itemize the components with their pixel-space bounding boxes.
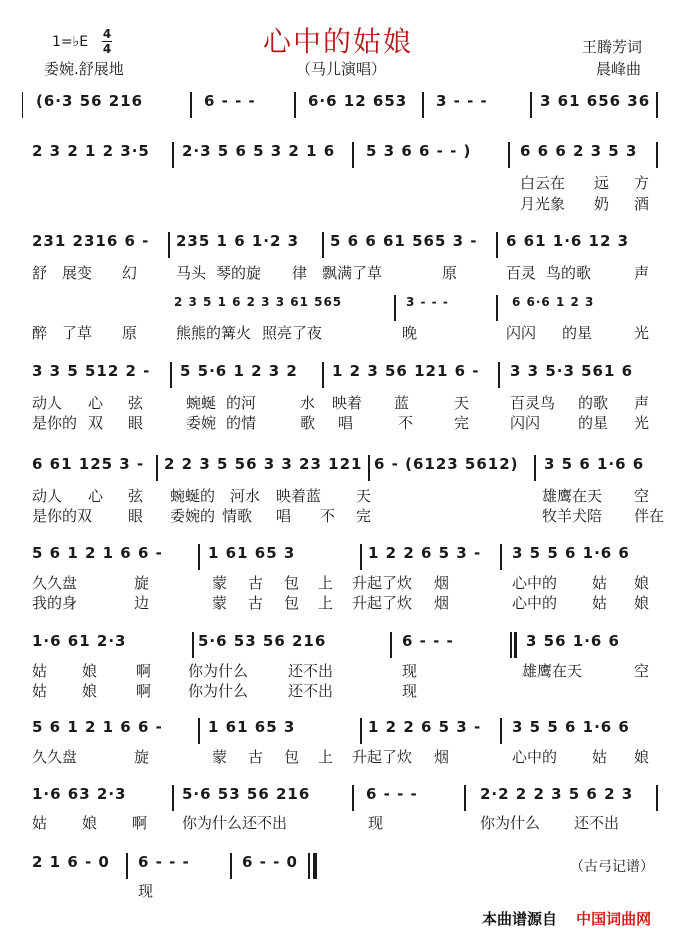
lyric-word: 月光象 (520, 195, 566, 213)
lyric-word: 上 (318, 594, 334, 612)
lyric-word: 闪闪 (510, 414, 541, 432)
barline (500, 718, 502, 744)
lyric-word: 委婉的 (170, 507, 216, 525)
measure: 235 1 6 1·2 3 (176, 232, 300, 250)
measure: 6 - - - (138, 853, 190, 871)
lyric-word: 啊 (136, 682, 152, 700)
measure: 1 61 65 3 (208, 544, 296, 562)
barline (496, 232, 498, 258)
lyric-word: 不 (398, 414, 414, 432)
barline (422, 92, 424, 118)
measure: 6 - - - (204, 92, 256, 110)
key-label: 1=♭E (52, 34, 89, 50)
lyric-word: 眼 (128, 507, 144, 525)
lyric-word: 声 (634, 394, 650, 412)
lyric-word: 旋 (134, 574, 150, 592)
lyric-line-9 (22, 746, 667, 766)
measure: 5 3 6 6 - - ) (366, 142, 472, 160)
tempo-marking: 委婉.舒展地 (44, 60, 124, 78)
lyric-word: 升起了炊 (352, 574, 413, 592)
barline (368, 455, 370, 481)
barline (534, 455, 536, 481)
lyric-word: 还不出 (288, 682, 334, 700)
lyric-word: 雄鹰在天 (542, 487, 603, 505)
measure: 6 6 6 2 3 5 3 (520, 142, 638, 160)
lyric-word: 姑 (32, 682, 48, 700)
lyric-word: 河水 (230, 487, 261, 505)
transcriber-credit: （古弓记谱） (570, 859, 654, 875)
notation-row-6 (22, 455, 667, 481)
lyric-word: 委婉 (186, 414, 217, 432)
measure: 6 - - - (366, 785, 418, 803)
lyric-word: 心 (88, 394, 104, 412)
measure: 1 61 65 3 (208, 718, 296, 736)
lyric-word: 原 (122, 324, 138, 342)
source-footer (482, 908, 651, 929)
lyric-word: 奶 (594, 195, 610, 213)
measure: 3 3 5·3 561 6 (510, 362, 634, 380)
lyric-word: 百灵 (506, 264, 537, 282)
lyric-word: 上 (318, 748, 334, 766)
lyric-word: 姑 (592, 574, 608, 592)
barline (500, 544, 502, 570)
lyric-word: 唱 (338, 414, 354, 432)
lyric-word: 旋 (134, 748, 150, 766)
lyric-line-2b (22, 193, 667, 213)
barline (394, 295, 396, 321)
lyric-word: 你为什么 (480, 814, 541, 832)
lyric-word: 心中的 (512, 594, 558, 612)
lyric-word: 歌 (300, 414, 316, 432)
lyric-word: 完 (454, 414, 470, 432)
lyric-word: 的星 (578, 414, 609, 432)
lyric-word: 空 (634, 662, 650, 680)
barline (126, 853, 128, 879)
lyric-word: 啊 (132, 814, 148, 832)
measure: 3 56 1·6 6 (526, 632, 620, 650)
notation-row-10 (22, 785, 667, 811)
lyric-line-8a (22, 660, 667, 680)
lyric-word: 升起了炊 (352, 594, 413, 612)
lyric-word: 原 (442, 264, 458, 282)
lyric-word: 舒 (32, 264, 48, 282)
lyric-word: 马头 (176, 264, 207, 282)
notation-row-2 (22, 142, 667, 168)
barline (172, 142, 174, 168)
lyric-word: 完 (356, 507, 372, 525)
measure: 6 - (6123 5612) (374, 455, 519, 473)
lyric-word: 光 (634, 324, 650, 342)
measure: 1·6 61 2·3 (32, 632, 127, 650)
lyric-word: 久久盘 (32, 748, 78, 766)
lyric-line-4 (22, 322, 667, 342)
lyric-word: 的情 (226, 414, 257, 432)
lyric-word: 了草 (62, 324, 93, 342)
time-top: 4 (102, 27, 112, 41)
lyric-word: 酒 (634, 195, 650, 213)
lyric-line-3 (22, 262, 667, 282)
lyric-word: 你为什么 (188, 662, 249, 680)
lyric-word: 古 (248, 748, 264, 766)
measure: 6 - - 0 (242, 853, 298, 871)
lyric-word: 蜿蜒的 (170, 487, 216, 505)
lyric-word: 展变 (62, 264, 93, 282)
lyric-word: 蒙 (212, 574, 228, 592)
measure: 5·6 53 56 216 (198, 632, 327, 650)
lyric-line-5a (22, 392, 667, 412)
lyric-word: 晚 (402, 324, 418, 342)
lyric-word: 烟 (434, 574, 450, 592)
lyric-line-8b (22, 680, 667, 700)
barline (656, 142, 658, 168)
measure: 2 1 6 - 0 (32, 853, 110, 871)
lyric-word: 娘 (634, 748, 650, 766)
measure: 5·6 53 56 216 (182, 785, 311, 803)
lyric-word: 现 (138, 882, 154, 900)
measure: 1 2 3 56 121 6 - (332, 362, 480, 380)
lyric-word: 古 (248, 594, 264, 612)
lyric-line-2a (22, 172, 667, 192)
lyric-line-6b (22, 505, 667, 525)
lyric-word: 双 (88, 414, 104, 432)
barline (190, 92, 192, 118)
lyric-word: 情歌 (222, 507, 253, 525)
lyric-word: 弦 (128, 487, 144, 505)
lyric-word: 姑 (592, 748, 608, 766)
lyric-word: 动人 (32, 487, 63, 505)
measure: 1 2 2 6 5 3 - (368, 544, 482, 562)
lyric-word: 蜿蜒 (186, 394, 217, 412)
lyric-word: 心 (88, 487, 104, 505)
time-bottom: 4 (102, 42, 112, 56)
lyric-word: 飘满了草 (322, 264, 383, 282)
barline (294, 92, 296, 118)
lyric-word: 你为什么还不出 (182, 814, 288, 832)
lyric-line-10 (22, 812, 667, 832)
lyric-word: 映着 (332, 394, 363, 412)
lyric-word: 你为什么 (188, 682, 249, 700)
lyric-word: 不 (320, 507, 336, 525)
lyric-word: 远 (594, 174, 610, 192)
barline (168, 232, 170, 258)
lyric-word: 姑 (592, 594, 608, 612)
lyric-word: 水 (300, 394, 316, 412)
lyric-word: 娘 (82, 682, 98, 700)
lyric-word: 上 (318, 574, 334, 592)
barline (170, 362, 172, 388)
time-signature (102, 28, 112, 55)
measure: 3 - - - (436, 92, 488, 110)
lyric-word: 心中的 (512, 748, 558, 766)
measure: 6 - - - (402, 632, 454, 650)
lyric-word: 是你的双 (32, 507, 93, 525)
measure: 6 61 1·6 12 3 (506, 232, 630, 250)
barline (464, 785, 466, 811)
singer-credit: （马儿演唱） (296, 60, 387, 78)
lyric-word: 烟 (434, 748, 450, 766)
barline (230, 853, 232, 879)
notation-row-5 (22, 362, 667, 388)
lyric-word: 姑 (32, 814, 48, 832)
notation-row-4 (22, 295, 667, 321)
lyric-word: 蒙 (212, 594, 228, 612)
notation-row-1 (22, 92, 667, 118)
barline (360, 718, 362, 744)
lyric-word: 百灵鸟 (510, 394, 556, 412)
measure: 3 3 5 512 2 - (32, 362, 151, 380)
barline (352, 785, 354, 811)
measure: 2 2 3 5 56 3 3 23 121 (164, 455, 363, 473)
lyric-line-5b (22, 412, 667, 432)
lyric-line-6a (22, 485, 667, 505)
measure: 1 2 2 6 5 3 - (368, 718, 482, 736)
lyric-line-11 (22, 880, 667, 900)
notation-row-3 (22, 232, 667, 258)
lyric-word: 包 (284, 574, 300, 592)
barline (22, 92, 23, 118)
lyric-word: 娘 (634, 594, 650, 612)
barline (322, 232, 324, 258)
lyric-word: 的星 (562, 324, 593, 342)
lyric-word: 天 (356, 487, 372, 505)
barline (496, 295, 498, 321)
lyric-word: 律 (292, 264, 308, 282)
source-label: 本曲谱源自 (482, 910, 558, 928)
lyric-word: 动人 (32, 394, 63, 412)
measure: 6·6 12 653 (308, 92, 408, 110)
measure: 5 6 1 2 1 6 6 - (32, 718, 163, 736)
barline (510, 632, 512, 658)
barline (198, 718, 200, 744)
lyric-word: 是你的 (32, 414, 78, 432)
barline (352, 142, 354, 168)
repeat-barline (514, 632, 517, 658)
barline (360, 544, 362, 570)
lyric-word: 眼 (128, 414, 144, 432)
lyric-word: 娘 (634, 574, 650, 592)
lyric-word: 醉 (32, 324, 48, 342)
lyric-word: 空 (634, 487, 650, 505)
measure: 3 - - - (406, 295, 449, 309)
lyric-word: 还不出 (288, 662, 334, 680)
final-barline (313, 853, 317, 879)
lyric-word: 雄鹰在天 (522, 662, 583, 680)
measure: 3 61 656 36 (540, 92, 651, 110)
barline (390, 632, 392, 658)
notation-row-7 (22, 544, 667, 570)
song-title: 心中的姑娘 (263, 25, 414, 58)
barline (322, 362, 324, 388)
lyric-word: 光 (634, 414, 650, 432)
lyric-word: 牧羊犬陪 (542, 507, 603, 525)
measure: 5 5·6 1 2 3 2 (180, 362, 298, 380)
lyric-word: 唱 (276, 507, 292, 525)
lyric-word: 我的身 (32, 594, 78, 612)
lyric-word: 还不出 (574, 814, 620, 832)
measure: 2 3 2 1 2 3·5 (32, 142, 150, 160)
lyric-word: 琴的旋 (216, 264, 262, 282)
barline (530, 92, 532, 118)
measure: 2·3 5 6 5 3 2 1 6 (182, 142, 336, 160)
lyric-word: 白云在 (520, 174, 566, 192)
lyric-word: 天 (454, 394, 470, 412)
lyric-word: 蒙 (212, 748, 228, 766)
lyric-word: 声 (634, 264, 650, 282)
lyric-word: 伴在 (634, 507, 665, 525)
lyric-word: 弦 (128, 394, 144, 412)
measure: 6 61 125 3 - (32, 455, 145, 473)
measure: 5 6 6 61 565 3 - (330, 232, 478, 250)
barline (172, 785, 174, 811)
barline (656, 785, 658, 811)
lyric-line-7b (22, 592, 667, 612)
measure: 3 5 5 6 1·6 6 (512, 544, 630, 562)
lyric-word: 现 (368, 814, 384, 832)
lyric-line-7a (22, 572, 667, 592)
measure: 5 6 1 2 1 6 6 - (32, 544, 163, 562)
lyric-word: 边 (134, 594, 150, 612)
lyric-word: 的河 (226, 394, 257, 412)
lyric-word: 心中的 (512, 574, 558, 592)
lyric-word: 烟 (434, 594, 450, 612)
lyric-word: 蓝 (394, 394, 410, 412)
lyric-word: 现 (402, 662, 418, 680)
barline (156, 455, 158, 481)
measure: 2·2 2 2 3 5 6 2 3 (480, 785, 634, 803)
lyric-word: 熊熊的篝火 (176, 324, 252, 342)
lyric-word: 升起了炊 (352, 748, 413, 766)
measure: 1·6 63 2·3 (32, 785, 127, 803)
lyric-word: 方 (634, 174, 650, 192)
barline (656, 92, 658, 118)
lyric-word: 啊 (136, 662, 152, 680)
barline (192, 632, 194, 658)
lyric-word: 照亮了夜 (262, 324, 323, 342)
lyric-word: 包 (284, 748, 300, 766)
barline (198, 544, 200, 570)
lyric-word: 古 (248, 574, 264, 592)
lyric-word: 姑 (32, 662, 48, 680)
measure: 231 2316 6 - (32, 232, 150, 250)
lyric-word: 久久盘 (32, 574, 78, 592)
lyricist-credit: 王腾芳词 (582, 38, 643, 56)
measure: (6·3 56 216 (36, 92, 144, 110)
lyric-word: 包 (284, 594, 300, 612)
notation-row-9 (22, 718, 667, 744)
lyric-word: 的歌 (578, 394, 609, 412)
barline (508, 142, 510, 168)
source-site-link[interactable]: 中国词曲网 (576, 910, 652, 928)
barline (498, 362, 500, 388)
measure: 3 5 5 6 1·6 6 (512, 718, 630, 736)
lyric-word: 映着蓝 (276, 487, 322, 505)
key-signature (52, 34, 88, 50)
measure: 2 3 5 1 6 2 3 3 61 565 (174, 295, 343, 309)
lyric-word: 幻 (122, 264, 138, 282)
composer-credit: 晨峰曲 (596, 60, 642, 78)
lyric-word: 闪闪 (506, 324, 537, 342)
measure: 3 5 6 1·6 6 (544, 455, 645, 473)
lyric-word: 娘 (82, 662, 98, 680)
lyric-word: 鸟的歌 (546, 264, 592, 282)
lyric-word: 娘 (82, 814, 98, 832)
notation-row-8 (22, 632, 667, 658)
barline (308, 853, 310, 879)
measure: 6 6·6 1 2 3 (512, 295, 595, 309)
lyric-word: 现 (402, 682, 418, 700)
